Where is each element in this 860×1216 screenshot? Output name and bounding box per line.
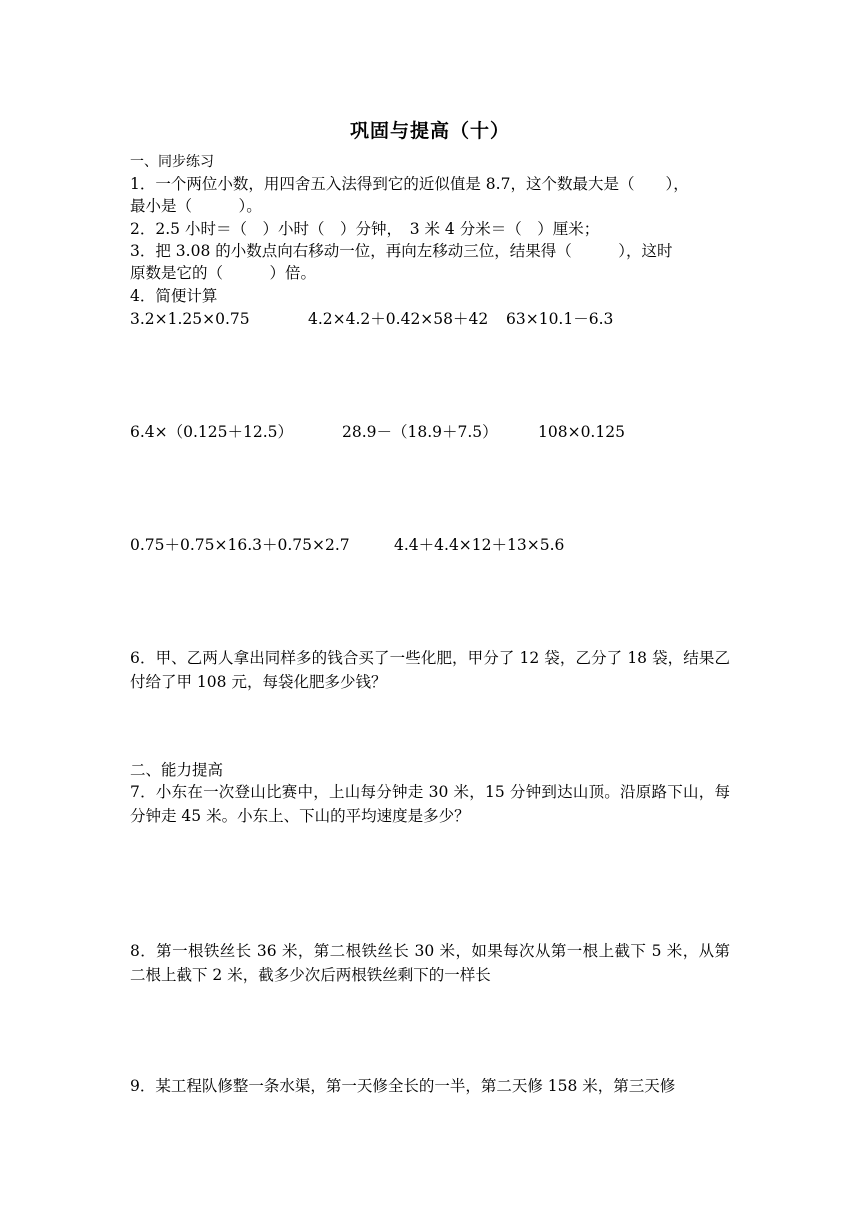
page-title: 巩固与提高（十）: [349, 120, 510, 142]
question-7: 7．小东在一次登山比赛中，上山每分钟走 30 米，15 分钟到达山顶。沿原路下山，每分钟走 45 米。小东上、下山的平均速度是多少？: [130, 783, 730, 825]
calc-expression: 28.9－（18.9＋7.5）: [342, 423, 498, 441]
calc-expression: 3.2×1.25×0.75: [130, 310, 250, 328]
calc-expression: 0.75＋0.75×16.3＋0.75×2.7: [130, 536, 350, 554]
calc-expression: 63×10.1－6.3: [506, 310, 614, 328]
calc-expression: 4.4＋4.4×12＋13×5.6: [394, 536, 565, 554]
calc-expression: 4.2×4.2＋0.42×58＋42: [308, 310, 489, 328]
question-4-heading: 4．简便计算: [130, 287, 218, 305]
section-heading-sync-practice: 一、同步练习: [130, 154, 214, 170]
question-6: 6．甲、乙两人拿出同样多的钱合买了一些化肥，甲分了 12 袋，乙分了 18 袋，结果乙付给了甲 108 元，每袋化肥多少钱？: [130, 649, 730, 691]
calc-expression: 108×0.125: [538, 423, 625, 441]
question-2: 2．2.5 小时＝（ ）小时（ ）分钟， 3 米 4 分米＝（ ）厘米；: [130, 220, 600, 238]
question-8: 8．第一根铁丝长 36 米，第二根铁丝长 30 米，如果每次从第一根上截下 5 米，从第二根上截下 2 米，截多少次后两根铁丝剩下的一样长: [130, 942, 730, 984]
question-1-line-1: 1．一个两位小数，用四舍五入法得到它的近似值是 8.7，这个数最大是（ ），: [130, 175, 689, 193]
question-3-line-1: 3．把 3.08 的小数点向右移动一位，再向左移动三位，结果得（ ），这时: [130, 242, 673, 260]
section-heading-ability-improvement: 二、能力提高: [130, 761, 224, 779]
question-1-line-2: 最小是（ ）。: [130, 197, 262, 215]
calc-expression: 6.4×（0.125＋12.5）: [130, 423, 294, 441]
question-9: 9．某工程队修整一条水渠，第一天修全长的一半，第二天修 158 米，第三天修: [130, 1077, 676, 1095]
question-3-line-2: 原数是它的（ ）倍。: [130, 264, 317, 282]
